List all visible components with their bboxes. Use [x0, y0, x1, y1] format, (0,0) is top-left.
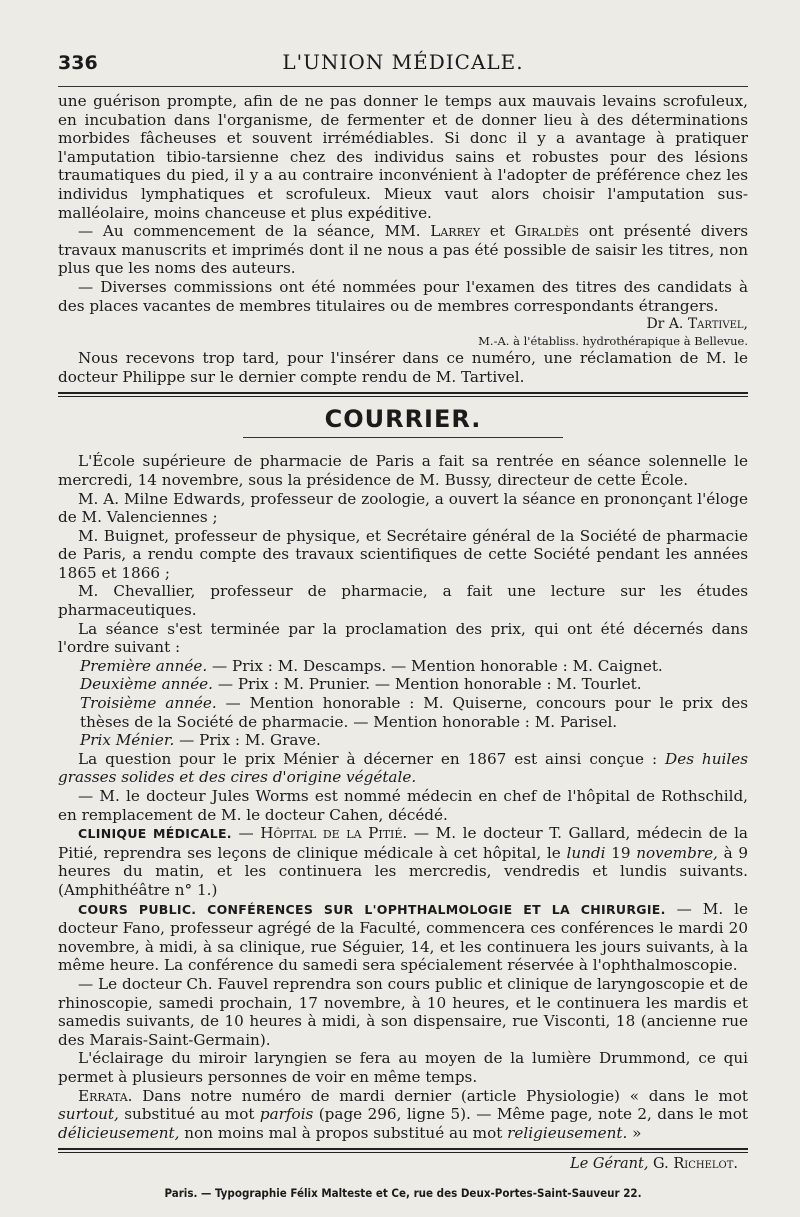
- paragraph: La question pour le prix Ménier à décerner en 1867 est ainsi conçue : Des huiles grasses solides et des cires d'origine végétale.: [58, 749, 748, 787]
- prize-entry: Prix Ménier. — Prix : M. Grave.: [80, 731, 321, 750]
- author-role: M.-A. à l'établiss. hydrothérapique à Bellevue.: [478, 334, 748, 349]
- section-divider: [58, 392, 748, 397]
- prize-entry: Première année. — Prix : M. Descamps. — Mention honorable : M. Caignet.: [80, 656, 663, 675]
- author-signature: Dr A. Tartivel,: [646, 316, 748, 333]
- printer-imprint: Paris. — Typographie Félix Malteste et Ce, rue des Deux-Portes-Saint-Sauveur 22.: [164, 1185, 642, 1200]
- prize-entry: Deuxième année. — Prix : M. Prunier. — Mention honorable : M. Tourlet.: [80, 675, 642, 694]
- paragraph: — Diverses commissions ont été nommées pour l'examen des titres des candidats à des places vacantes de membres titulaires ou de membres correspondants étrangers.: [58, 277, 748, 315]
- title-rule: [243, 437, 563, 438]
- errata-paragraph: Errata. Dans notre numéro de mardi dernier (article Physiologie) « dans le mot surtout, substitué au mot parfois (page 296, ligne 5). — Même page, note 2, dans le mot délicieusement, non moins mal à propos substitué au mot religieusement. »: [58, 1086, 748, 1142]
- header-rule: [58, 86, 748, 87]
- paragraph: — Le docteur Ch. Fauvel reprendra son cours public et clinique de laryngoscopie et de rhinoscopie, samedi prochain, 17 novembre, à 10 heures, et le continuera les mardis et samedis suivants, de 10 heures à midi, à son dispensaire, rue Visconti, 18 (ancienne rue des Marais-Saint-Germain).: [58, 974, 748, 1049]
- journal-title: L'UNION MÉDICALE.: [282, 50, 524, 74]
- footer-rule: [58, 1148, 748, 1153]
- section-title: COURRIER.: [324, 405, 482, 434]
- gerant-signature: Le Gérant, G. Richelot.: [570, 1156, 738, 1173]
- paragraph: La séance s'est terminée par la proclamation des prix, qui ont été décernés dans l'ordre suivant :: [58, 619, 748, 657]
- paragraph: CLINIQUE MÉDICALE. — Hôpital de la Pitié. — M. le docteur T. Gallard, médecin de la Pitié, reprendra ses leçons de clinique médicale à cet hôpital, le lundi 19 novembre, à 9 heures du matin, et les continuera les mercredis, vendredis et lundis suivants. (Amphithéâtre n° 1.): [58, 824, 748, 899]
- paragraph: une guérison prompte, afin de ne pas donner le temps aux mauvais levains scrofuleux, en incubation dans l'organisme, de fermenter et de donner lieu à des déterminations morbides fâcheuses et souvent irrémédiables. Si donc il y a avantage à pratiquer l'amputation tibio-tarsienne chez des individus sains et robustes pour des lésions traumatiques du pied, il y a au contraire inconvénient à l'adopter de préférence chez les individus lymphatiques et scrofuleux. Mieux vaut alors choisir l'amputation sus-malléolaire, moins chanceuse et plus expéditive.: [58, 92, 748, 222]
- prize-entry: Troisième année. — Mention honorable : M. Quiserne, concours pour le prix des thèses de la Société de pharmacie. — Mention honorable : M. Parisel.: [80, 694, 749, 731]
- paragraph: L'École supérieure de pharmacie de Paris a fait sa rentrée en séance solennelle le mercredi, 14 novembre, sous la présidence de M. Bussy, directeur de cette École.: [58, 452, 748, 489]
- paragraph: M. Buignet, professeur de physique, et Secrétaire général de la Société de pharmacie de Paris, a rendu compte des travaux scientifiques de cette Société pendant les années 1865 et 1866 ;: [58, 526, 748, 582]
- article-body: [58, 92, 748, 1202]
- paragraph: L'éclairage du miroir laryngien se fera au moyen de la lumière Drummond, ce qui permet à plusieurs personnes de voir en même temps.: [58, 1049, 748, 1086]
- paragraph: M. Chevallier, professeur de pharmacie, a fait une lecture sur les études pharmaceutiques.: [58, 582, 748, 620]
- paragraph: Nous recevons trop tard, pour l'insérer dans ce numéro, une réclamation de M. le docteur Philippe sur le dernier compte rendu de M. Tartivel.: [58, 349, 748, 386]
- paragraph: M. A. Milne Edwards, professeur de zoologie, a ouvert la séance en prononçant l'éloge de M. Valenciennes ;: [58, 489, 748, 527]
- page-header: [58, 48, 748, 80]
- paragraph: — M. le docteur Jules Worms est nommé médecin en chef de l'hôpital de Rothschild, en remplacement de M. le docteur Cahen, décédé.: [58, 787, 748, 824]
- paragraph: COURS PUBLIC. CONFÉRENCES SUR L'OPHTHALMOLOGIE ET LA CHIRURGIE. — M. le docteur Fano, professeur agrégé de la Faculté, commencera ces conférences le mardi 20 novembre, à midi, à sa clinique, rue Séguier, 14, et les continuera les jours suivants, à la même heure. La conférence du samedi sera spécialement réservée à l'ophthalmoscopie.: [58, 899, 748, 975]
- page-number: 336: [58, 52, 98, 74]
- paragraph: — Au commencement de la séance, MM. Larrey et Giraldès ont présenté divers travaux manuscrits et imprimés dont il ne nous a pas été possible de saisir les titres, non plus que les noms des auteurs.: [58, 222, 748, 278]
